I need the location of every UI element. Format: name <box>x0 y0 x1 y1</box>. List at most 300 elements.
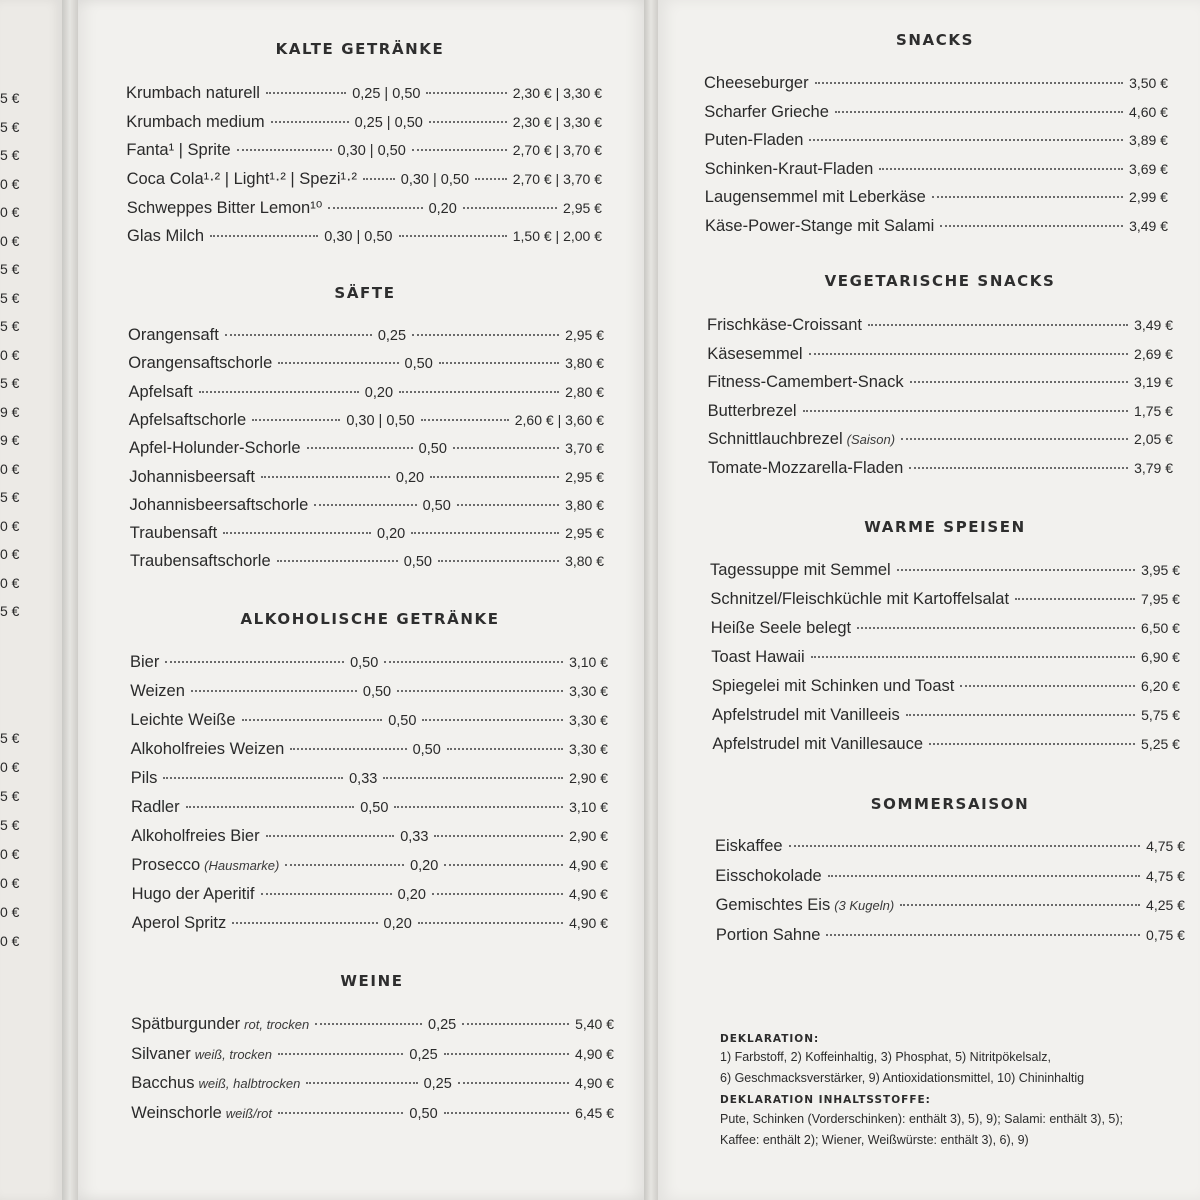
item-price: 3,95 € <box>1141 562 1180 578</box>
item-amount: 0,20 <box>428 201 457 218</box>
leader-dots <box>278 1053 403 1055</box>
item-price: 4,75 € <box>1146 867 1185 884</box>
leader-dots <box>186 806 355 808</box>
item-price: 3,80 € <box>565 355 605 372</box>
item-price: 2,30 € | 3,30 € <box>512 85 603 101</box>
leader-dots <box>412 334 559 336</box>
leader-dots <box>237 149 332 151</box>
item-name: Hugo der Aperitif <box>131 885 255 903</box>
item-amount: 0,30 | 0,50 <box>346 412 415 429</box>
section-title-sommer: SOMMERSAISON <box>870 795 1030 813</box>
leader-dots <box>277 560 398 562</box>
item-price: 3,30 € <box>569 741 608 757</box>
item-price: 0,75 € <box>1146 926 1185 943</box>
item-name: Fitness-Camembert-Snack <box>707 373 904 392</box>
leader-dots <box>900 904 1140 906</box>
leader-dots <box>261 476 390 478</box>
menu-item-row <box>130 682 608 704</box>
item-name: Eiskaffee <box>715 837 783 855</box>
left-edge-price: 5 € <box>0 730 20 746</box>
leader-dots <box>909 467 1128 469</box>
item-amount: 0,30 | 0,50 <box>324 229 393 245</box>
item-name: Spätburgunder <box>131 1015 241 1033</box>
item-name: Laugensemmel mit Leberkäse <box>704 188 926 207</box>
item-amount: 0,50 <box>418 441 447 458</box>
item-amount: 0,33 <box>349 771 378 787</box>
item-price: 3,10 € <box>569 654 609 670</box>
left-edge-price: 5 € <box>0 118 20 135</box>
leader-dots <box>960 685 1135 687</box>
leader-dots <box>910 381 1128 383</box>
item-price: 6,45 € <box>575 1104 614 1121</box>
item-name: Scharfer Grieche <box>704 102 829 121</box>
item-amount: 0,25 <box>377 328 407 344</box>
item-note: (Hausmarke) <box>204 858 280 873</box>
menu-item-row <box>707 316 1173 338</box>
menu-item-row <box>126 84 602 106</box>
left-edge-price: 0 € <box>0 175 20 192</box>
menu-item-row <box>712 677 1180 699</box>
leader-dots <box>940 225 1123 227</box>
item-name: Tomate-Mozzarella-Fladen <box>708 459 904 477</box>
item-amount: 0,20 <box>395 469 425 486</box>
leader-dots <box>199 391 359 393</box>
menu-item-row <box>130 653 608 675</box>
leader-dots <box>803 410 1128 412</box>
item-amount: 0,50 <box>362 684 392 700</box>
menu-item-row <box>705 160 1168 182</box>
left-edge-price: 0 € <box>0 232 20 249</box>
item-name: Alkoholfreies Bier <box>131 827 260 845</box>
leader-dots <box>932 196 1123 198</box>
leader-dots <box>411 532 559 534</box>
item-name: Leichte Weiße <box>130 711 236 729</box>
menu-item-row <box>131 1074 614 1096</box>
declaration-line-4: Kaffee: enthält 2); Wiener, Weißwürste: enthält 3), 6), 9) <box>720 1133 1029 1147</box>
leader-dots <box>397 690 563 692</box>
menu-item-row <box>132 914 608 936</box>
item-price: 6,20 € <box>1141 678 1180 694</box>
section-title-saefte: SÄFTE <box>334 284 396 302</box>
item-name: Puten-Fladen <box>704 131 804 150</box>
leader-dots <box>458 1082 569 1084</box>
leader-dots <box>307 447 413 449</box>
item-price: 3,10 € <box>569 799 608 815</box>
leader-dots <box>463 207 557 209</box>
item-name: Traubensaftschorle <box>130 552 271 571</box>
left-edge-price: 0 € <box>0 904 20 920</box>
left-edge-price: 0 € <box>0 875 20 891</box>
item-name: Apfel-Holunder-Schorle <box>129 439 301 458</box>
leader-dots <box>828 875 1140 877</box>
menu-item-row <box>715 837 1185 859</box>
item-name: Gemischtes Eis <box>715 896 831 914</box>
leader-dots <box>163 777 343 779</box>
item-price: 2,95 € <box>563 200 602 217</box>
leader-dots <box>809 139 1123 141</box>
menu-item-row <box>716 926 1185 948</box>
menu-item-row <box>131 1045 614 1067</box>
item-name: Bacchus <box>131 1074 195 1092</box>
item-name: Schweppes Bitter Lemon¹⁰ <box>126 199 323 218</box>
item-name: Käsesemmel <box>707 344 803 363</box>
item-name: Spiegelei mit Schinken und Toast <box>711 677 955 695</box>
leader-dots <box>1015 598 1135 600</box>
leader-dots <box>906 714 1135 716</box>
item-price: 4,90 € <box>569 886 608 902</box>
menu-item-row <box>707 373 1173 395</box>
leader-dots <box>429 121 507 123</box>
leader-dots <box>447 748 563 750</box>
menu-item-row <box>127 227 602 249</box>
item-name: Fanta¹ | Sprite <box>126 141 231 160</box>
item-name: Apfelstrudel mit Vanillesauce <box>712 735 924 753</box>
leader-dots <box>384 661 563 663</box>
item-price: 4,90 € <box>569 857 608 873</box>
item-name: Silvaner <box>131 1044 191 1063</box>
item-price: 2,70 € | 3,70 € <box>512 142 602 159</box>
leader-dots <box>314 504 416 506</box>
item-amount: 0,50 <box>404 356 433 373</box>
leader-dots <box>242 719 383 721</box>
leader-dots <box>383 777 563 779</box>
item-price: 3,30 € <box>569 683 608 699</box>
item-name: Pils <box>130 769 158 787</box>
item-price: 3,49 € <box>1129 218 1168 234</box>
leader-dots <box>210 235 318 237</box>
item-name: Cheeseburger <box>704 74 809 92</box>
leader-dots <box>453 447 559 449</box>
item-amount: 0,50 <box>360 800 389 816</box>
item-amount: 0,20 <box>397 887 426 903</box>
menu-item-row <box>708 459 1173 481</box>
menu-item-row <box>129 439 604 461</box>
leader-dots <box>278 1112 403 1114</box>
item-name: Johannisbeersaft <box>129 467 255 486</box>
left-edge-price: 0 € <box>0 517 20 534</box>
item-price: 5,75 € <box>1141 707 1180 723</box>
leader-dots <box>232 922 377 924</box>
item-name: Schinken-Kraut-Fladen <box>704 159 874 178</box>
item-price: 2,70 € | 3,70 € <box>512 170 602 187</box>
menu-item-row <box>130 711 608 733</box>
leader-dots <box>422 719 563 721</box>
item-price: 2,90 € <box>569 828 608 844</box>
menu-item-row <box>126 113 602 135</box>
item-price: 4,60 € <box>1129 103 1168 120</box>
item-name: Heiße Seele belegt <box>710 619 852 637</box>
menu-item-row <box>126 141 602 163</box>
left-edge-price: 0 € <box>0 759 20 775</box>
menu-item-row <box>704 103 1168 125</box>
item-note: weiß, trocken <box>194 1046 273 1062</box>
leader-dots <box>191 690 357 692</box>
menu-item-row <box>131 1015 614 1037</box>
item-price: 2,95 € <box>565 468 604 485</box>
leader-dots <box>857 627 1135 629</box>
item-note: (3 Kugeln) <box>834 898 895 913</box>
leader-dots <box>439 362 559 364</box>
menu-item-row <box>129 411 604 433</box>
leader-dots <box>462 1023 569 1025</box>
item-name: Alkoholfreies Weizen <box>130 740 285 758</box>
menu-item-row <box>130 552 604 574</box>
item-amount: 0,50 <box>403 554 432 571</box>
leader-dots <box>290 748 406 750</box>
left-edge-price: 5 € <box>0 817 20 833</box>
item-name: Tagessuppe mit Semmel <box>710 561 891 579</box>
leader-dots <box>879 168 1123 170</box>
item-amount: 0,25 | 0,50 <box>354 114 423 131</box>
menu-item-row <box>127 170 602 192</box>
item-name: Aperol Spritz <box>131 914 227 932</box>
leader-dots <box>261 893 392 895</box>
menu-item-row <box>712 735 1180 757</box>
item-name: Apfelstrudel mit Vanilleeis <box>712 706 900 724</box>
leader-dots <box>266 92 346 94</box>
item-price: 3,49 € <box>1134 317 1173 333</box>
left-edge-price: 0 € <box>0 574 20 591</box>
declaration-line-1: 1) Farbstoff, 2) Koffeinhaltig, 3) Phosphat, 5) Nitritpökelsalz, <box>720 1050 1051 1064</box>
item-name: Orangensaftschorle <box>128 354 273 373</box>
menu-item-row <box>127 198 602 220</box>
leader-dots <box>278 362 398 364</box>
section-title-warm: WARME SPEISEN <box>864 518 1026 536</box>
item-name: Käse-Power-Stange mit Salami <box>705 217 935 235</box>
item-name: Krumbach medium <box>126 112 265 131</box>
leader-dots <box>399 235 507 237</box>
item-name: Portion Sahne <box>715 925 821 944</box>
menu-item-row <box>712 706 1180 728</box>
item-price: 5,25 € <box>1141 736 1180 752</box>
declaration-line-3: Pute, Schinken (Vorderschinken): enthält 3), 5), 9); Salami: enthält 3), 5); <box>720 1112 1123 1126</box>
item-price: 2,60 € | 3,60 € <box>514 411 605 428</box>
item-price: 3,89 € <box>1129 132 1168 149</box>
item-price: 4,90 € <box>575 1075 614 1091</box>
item-note: weiß, halbtrocken <box>198 1076 301 1091</box>
item-price: 2,69 € <box>1134 345 1173 362</box>
item-note: rot, trocken <box>244 1017 310 1032</box>
item-amount: 0,50 <box>412 742 441 758</box>
item-name: Coca Cola¹·² | Light¹·² | Spezi¹·² <box>126 169 358 188</box>
left-edge-price: 5 € <box>0 261 20 277</box>
item-price: 6,90 € <box>1141 649 1180 665</box>
leader-dots <box>252 419 340 421</box>
item-amount: 0,20 <box>377 526 406 543</box>
left-edge-price: 0 € <box>0 546 20 562</box>
section-title-snacks: SNACKS <box>895 31 974 49</box>
leader-dots <box>418 922 563 924</box>
item-price: 3,19 € <box>1134 374 1173 391</box>
menu-item-row <box>716 896 1185 918</box>
menu-item-row <box>705 188 1168 210</box>
leader-dots <box>444 1112 569 1114</box>
item-amount: 0,33 <box>400 829 429 845</box>
leader-dots <box>929 743 1135 745</box>
menu-item-row <box>704 131 1168 153</box>
item-name: Frischkäse-Croissant <box>707 316 862 334</box>
leader-dots <box>789 845 1140 847</box>
leader-dots <box>826 934 1140 936</box>
left-edge-price: 0 € <box>0 460 20 477</box>
leader-dots <box>363 178 395 180</box>
item-note: weiß/rot <box>225 1105 273 1121</box>
menu-item-row <box>705 217 1168 239</box>
menu-item-row <box>715 867 1185 889</box>
left-edge-price: 5 € <box>0 375 20 391</box>
item-name: Orangensaft <box>128 326 219 344</box>
item-price: 2,95 € <box>565 327 605 343</box>
item-amount: 0,25 <box>428 1017 457 1033</box>
menu-item-row <box>131 798 608 820</box>
leader-dots <box>475 178 507 180</box>
left-edge-price: 5 € <box>0 489 20 505</box>
item-price: 3,30 € <box>569 712 608 728</box>
leader-dots <box>271 121 349 123</box>
menu-item-row <box>131 856 608 878</box>
item-amount: 0,20 <box>383 916 412 932</box>
item-name: Glas Milch <box>127 227 205 245</box>
leader-dots <box>306 1082 417 1084</box>
leader-dots <box>444 1053 569 1055</box>
item-price: 3,79 € <box>1134 460 1173 476</box>
left-edge-price: 5 € <box>0 147 20 163</box>
page-fold-right <box>644 0 658 1200</box>
item-price: 2,05 € <box>1134 431 1173 448</box>
item-amount: 0,50 <box>422 497 451 514</box>
item-price: 3,80 € <box>565 496 604 513</box>
item-name: Toast Hawaii <box>711 648 805 666</box>
item-price: 3,80 € <box>565 553 604 570</box>
item-name: Weinschorle <box>131 1103 222 1122</box>
item-amount: 0,50 <box>409 1105 438 1122</box>
page-fold-left <box>62 0 78 1200</box>
leader-dots <box>815 82 1123 84</box>
left-edge-price: 5 € <box>0 788 20 804</box>
item-amount: 0,25 <box>409 1046 438 1063</box>
item-name: Krumbach naturell <box>126 84 260 102</box>
item-price: 3,70 € <box>565 440 604 457</box>
left-edge-price: 5 € <box>0 289 20 306</box>
section-title-weine: WEINE <box>340 972 404 990</box>
declaration-title: DEKLARATION: <box>720 1033 820 1045</box>
item-name: Weizen <box>130 682 185 700</box>
menu-item-row <box>129 468 604 490</box>
menu-item-row <box>710 590 1180 612</box>
item-price: 3,69 € <box>1129 160 1168 177</box>
left-edge-price: 5 € <box>0 603 20 619</box>
declaration-ingredients-title: DEKLARATION INHALTSSTOFFE: <box>720 1094 931 1106</box>
leader-dots <box>315 1023 422 1025</box>
leader-dots <box>426 92 506 94</box>
leader-dots <box>457 504 559 506</box>
item-name: Apfelsaftschorle <box>128 410 247 429</box>
item-name: Radler <box>131 798 180 816</box>
item-name: Prosecco <box>131 856 201 874</box>
menu-item-row <box>131 1104 614 1126</box>
menu-item-row <box>130 496 605 518</box>
item-price: 4,90 € <box>575 1045 614 1062</box>
left-edge-price: 5 € <box>0 318 20 334</box>
item-price: 2,95 € <box>565 525 604 542</box>
leader-dots <box>811 656 1135 658</box>
item-amount: 0,25 <box>423 1076 452 1092</box>
leader-dots <box>266 835 395 837</box>
item-name: Butterbrezel <box>707 401 797 420</box>
item-price: 4,90 € <box>569 915 608 931</box>
leader-dots <box>432 893 563 895</box>
leader-dots <box>394 806 563 808</box>
section-title-kalte: KALTE GETRÄNKE <box>275 40 445 58</box>
leader-dots <box>897 569 1135 571</box>
section-title-alkohol: ALKOHOLISCHE GETRÄNKE <box>240 610 500 628</box>
leader-dots <box>868 324 1128 326</box>
menu-item-row <box>131 827 608 849</box>
menu-item-row <box>710 561 1180 583</box>
item-price: 2,80 € <box>565 383 605 400</box>
leader-dots <box>328 207 422 209</box>
item-name: Apfelsaft <box>128 382 193 401</box>
item-price: 2,90 € <box>569 770 608 786</box>
item-price: 1,75 € <box>1134 402 1173 419</box>
leader-dots <box>444 864 563 866</box>
item-name: Johannisbeersaftschorle <box>129 495 309 514</box>
item-name: Schnittlauchbrezel <box>707 430 843 449</box>
left-edge-price: 9 € <box>0 403 20 420</box>
menu-item-row <box>711 619 1180 641</box>
declaration-line-2: 6) Geschmacksverstärker, 9) Antioxidationsmittel, 10) Chininhaltig <box>720 1071 1085 1085</box>
leader-dots <box>434 835 563 837</box>
menu-item-row <box>128 326 604 348</box>
leader-dots <box>421 419 509 421</box>
item-amount: 0,20 <box>410 858 439 874</box>
leader-dots <box>285 864 404 866</box>
item-price: 5,40 € <box>575 1016 614 1032</box>
menu-item-row <box>132 885 608 907</box>
item-price: 7,95 € <box>1141 591 1180 607</box>
menu-item-row <box>128 354 604 376</box>
menu-item-row <box>129 383 605 405</box>
leader-dots <box>165 661 344 663</box>
leader-dots <box>223 532 371 534</box>
item-price: 4,75 € <box>1146 838 1185 854</box>
menu-item-row <box>707 345 1173 367</box>
section-title-vegetarisch: VEGETARISCHE SNACKS <box>824 272 1056 290</box>
left-edge-price: 0 € <box>0 204 20 220</box>
item-amount: 0,30 | 0,50 <box>337 143 406 160</box>
item-price: 6,50 € <box>1141 620 1180 636</box>
leader-dots <box>901 438 1128 440</box>
item-name: Eisschokolade <box>715 866 822 885</box>
leader-dots <box>809 353 1128 355</box>
item-amount: 0,30 | 0,50 <box>400 171 470 188</box>
item-price: 2,30 € | 3,30 € <box>512 113 602 130</box>
item-amount: 0,25 | 0,50 <box>352 86 421 102</box>
left-edge-price: 5 € <box>0 90 20 106</box>
left-edge-price: 0 € <box>0 933 20 949</box>
item-name: Bier <box>130 653 160 671</box>
leader-dots <box>835 111 1123 113</box>
item-price: 4,25 € <box>1146 897 1185 913</box>
item-name: Schnitzel/Fleischküchle mit Kartoffelsalat <box>710 590 1010 608</box>
menu-item-row <box>708 430 1173 452</box>
item-amount: 0,20 <box>364 384 394 401</box>
left-edge-price: 0 € <box>0 346 20 363</box>
left-edge-price: 0 € <box>0 846 20 862</box>
menu-item-row <box>130 524 604 546</box>
menu-item-row <box>711 648 1180 670</box>
leader-dots <box>438 560 559 562</box>
